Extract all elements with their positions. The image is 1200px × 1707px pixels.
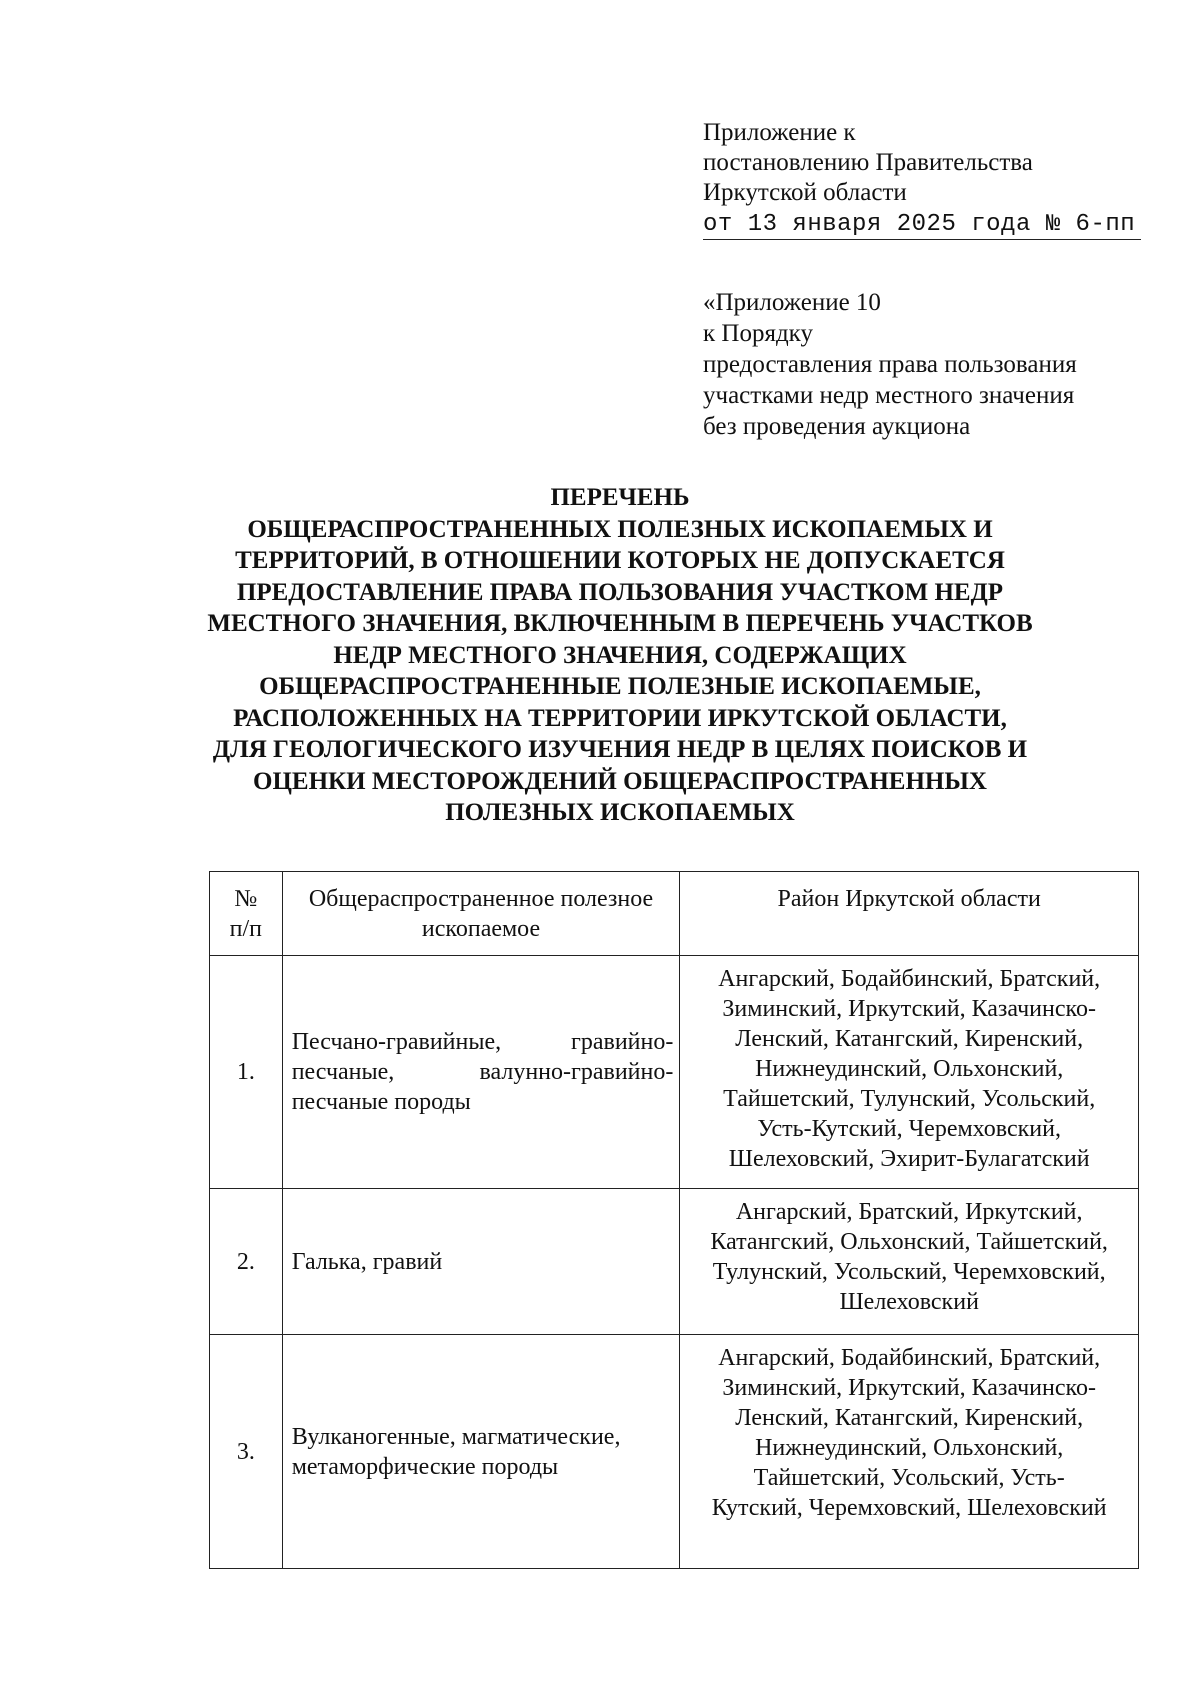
region-line: Кутский, Черемховский, Шелеховский [711,1495,1107,1521]
region-line: Ангарский, Бодайбинский, Братский, [718,966,1101,992]
row-mineral [282,1335,680,1569]
appendix-block [703,118,1143,240]
header-mineral-line: ископаемое [421,916,541,942]
title-line: НЕДР МЕСТНОГО ЗНАЧЕНИЯ, СОДЕРЖАЩИХ [333,641,907,669]
mineral-word: Вулканогенные, магматические, [291,1423,621,1450]
annex-line: без проведения аукциона [703,413,971,440]
region-line: Тулунский, Усольский, Черемховский, [712,1259,1106,1285]
region-line: Тайшетский, Тулунский, Усольский, [723,1086,1096,1112]
title-line: ОБЩЕРАСПРОСТРАНЕННЫЕ ПОЛЕЗНЫЕ ИСКОПАЕМЫЕ, [259,673,981,700]
region-line: Ангарский, Братский, Иркутский, [735,1199,1083,1225]
region-line: Нижнеудинский, Ольхонский, [755,1056,1064,1082]
row-number: 2. [210,1189,283,1335]
mineral-word: валунно-гравийно- [479,1059,674,1085]
header-number-line: п/п [229,916,263,942]
resolution-date: от 13 января 2025 года № 6-пп [703,211,1141,240]
annex-block [703,287,1163,442]
row-mineral [282,1189,680,1335]
row-number: 3. [210,1335,283,1569]
annex-line: «Приложение 10 [703,289,881,316]
mineral-word: Галька, гравий [291,1248,443,1275]
title-line: ТЕРРИТОРИЙ, В ОТНОШЕНИИ КОТОРЫХ НЕ ДОПУСКАЕТСЯ [235,547,1005,574]
row-number: 1. [210,956,283,1189]
title-line: ПРЕДОСТАВЛЕНИЕ ПРАВА ПОЛЬЗОВАНИЯ УЧАСТКОМ НЕДР [236,578,1004,606]
annex-line: участками недр местного значения [703,382,1075,409]
row-regions [680,956,1139,1189]
mineral-word: песчаные породы [291,1089,471,1115]
title-line: ПЕРЕЧЕНЬ [550,484,690,511]
region-line: Зиминский, Иркутский, Казачинско- [722,1375,1096,1401]
document-title [180,482,1060,829]
region-line: Шелеховский, Эхирит-Булагатский [728,1146,1090,1172]
region-line: Катангский, Ольхонский, Тайшетский, [710,1229,1108,1255]
region-line: Нижнеудинский, Ольхонский, [755,1435,1064,1461]
table-row [210,956,1139,1189]
title-line: МЕСТНОГО ЗНАЧЕНИЯ, ВКЛЮЧЕННЫМ В ПЕРЕЧЕНЬ УЧАСТКОВ [207,610,1033,637]
row-regions [680,1189,1139,1335]
mineral-word: песчаные, [291,1059,395,1085]
header-mineral [282,872,680,956]
annex-line: к Порядку [703,320,813,347]
mineral-word: метаморфические породы [291,1453,559,1480]
annex-line: предоставления права пользования [703,351,1077,378]
region-line: Ленский, Катангский, Киренский, [735,1405,1084,1431]
title-line: ДЛЯ ГЕОЛОГИЧЕСКОГО ИЗУЧЕНИЯ НЕДР В ЦЕЛЯХ ПОИСКОВ И [212,736,1028,763]
title-line: ОЦЕНКИ МЕСТОРОЖДЕНИЙ ОБЩЕРАСПРОСТРАНЕННЫХ [253,767,987,795]
header-number [210,872,283,956]
region-line: Ленский, Катангский, Киренский, [735,1026,1084,1052]
title-line: РАСПОЛОЖЕННЫХ НА ТЕРРИТОРИИ ИРКУТСКОЙ ОБЛАСТИ, [233,704,1007,732]
header-region-line: Район Иркутской области [777,886,1041,912]
table-row [210,1335,1139,1569]
header-mineral-line: Общераспространенное полезное [308,886,654,912]
mineral-word: Песчано-гравийные, [291,1029,502,1055]
appendix-line: постановлению Правительства [703,149,1033,176]
header-number-line: № [234,886,258,912]
title-line: ОБЩЕРАСПРОСТРАНЕННЫХ ПОЛЕЗНЫХ ИСКОПАЕМЫХ И [247,515,993,543]
row-mineral [282,956,680,1189]
table-header-row [210,872,1139,956]
mineral-word: гравийно- [571,1029,674,1055]
title-line: ПОЛЕЗНЫХ ИСКОПАЕМЫХ [445,799,795,826]
table-row [210,1189,1139,1335]
region-line: Ангарский, Бодайбинский, Братский, [718,1345,1101,1371]
minerals-table [209,871,1139,1569]
header-region [680,872,1139,956]
region-line: Шелеховский [839,1289,979,1315]
region-line: Тайшетский, Усольский, Усть- [753,1465,1065,1491]
row-regions [680,1335,1139,1569]
region-line: Усть-Кутский, Черемховский, [757,1116,1061,1142]
appendix-line: Приложение к [703,119,856,146]
region-line: Зиминский, Иркутский, Казачинско- [722,996,1096,1022]
appendix-line: Иркутской области [703,179,907,206]
